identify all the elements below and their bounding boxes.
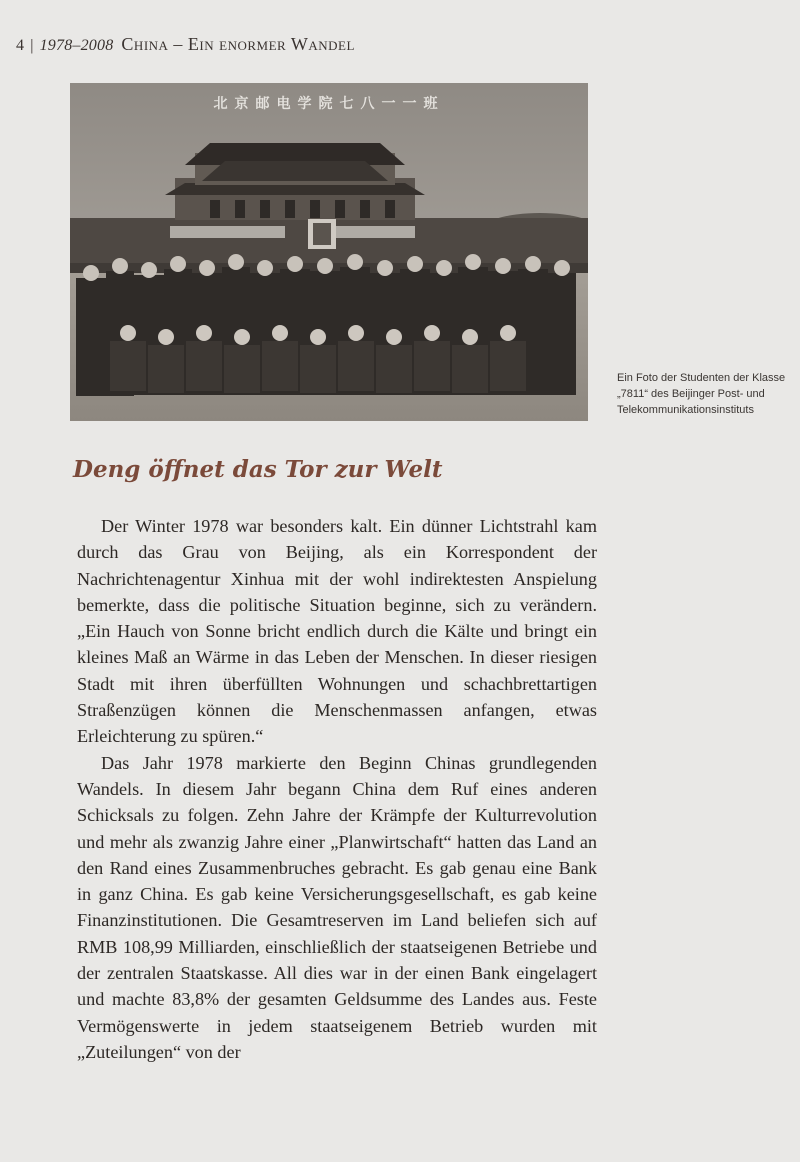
body-text — [77, 513, 597, 1065]
running-head — [16, 34, 355, 55]
class-photo-image — [70, 83, 588, 421]
page-number: 4 — [16, 37, 25, 54]
paragraph: Das Jahr 1978 markierte den Beginn Chinas grundlegenden Wandels. In diesem Jahr begann China dem Ruf eines anderen Schicksals zu folgen. Zehn Jahre der Krämpfe der Kulturrevolution und mehr als zwanzig Jahre einer „Planwirtschaft“ hatten das Land an den Rand eines Zusammenbruches gebracht. Es gab genau eine Bank in ganz China. Es gab keine Versicherungsgesellschaft, es gab keine Finanzinstitutionen. Die Gesamtreserven im Land beliefen sich auf RMB 108,99 Milliarden, einschließlich der staatseigenen Betriebe und der zentralen Staatskasse. All dies war in der einen Bank eingelagert und machte 83,8% der gesamten Geldsumme des Landes aus. Feste Vermögenswerte in jedem staatseigenem Betrieb wurden mit „Zuteilungen“ von der — [77, 752, 597, 1062]
class-photo — [70, 83, 588, 421]
section-heading: Deng öffnet das Tor zur Welt — [73, 456, 443, 483]
paragraph: Der Winter 1978 war besonders kalt. Ein dünner Lichtstrahl kam durch das Grau von Beijing, als ein Korrespondent der Nachrichtenagentur Xinhua mit der wohl indirektesten Anspielung bemerkte, dass die politische Situation beginne, sich zu verändern. „Ein Hauch von Sonne bricht endlich durch die Kälte und bringt ein kleines Maß an Wärme in das Leben der Menschen. In dieser riesigen Stadt mit ihren überfüllten Wohnungen und schachbrettartigen Straßenzügen können die Menschenmassen anfangen, etwas Erleichterung zu spüren.“ — [77, 516, 597, 747]
running-head-book-title: China – Ein enormer Wandel — [121, 34, 355, 54]
photo-caption: Ein Foto der Studenten der Klasse „7811“ des Beijinger Post- und Telekommunikationsinstituts — [617, 372, 786, 416]
running-head-years: 1978–2008 — [39, 37, 114, 54]
running-head-separator: | — [30, 37, 34, 54]
photo-inscription: 北京邮电学院七八一一班 — [213, 96, 445, 112]
